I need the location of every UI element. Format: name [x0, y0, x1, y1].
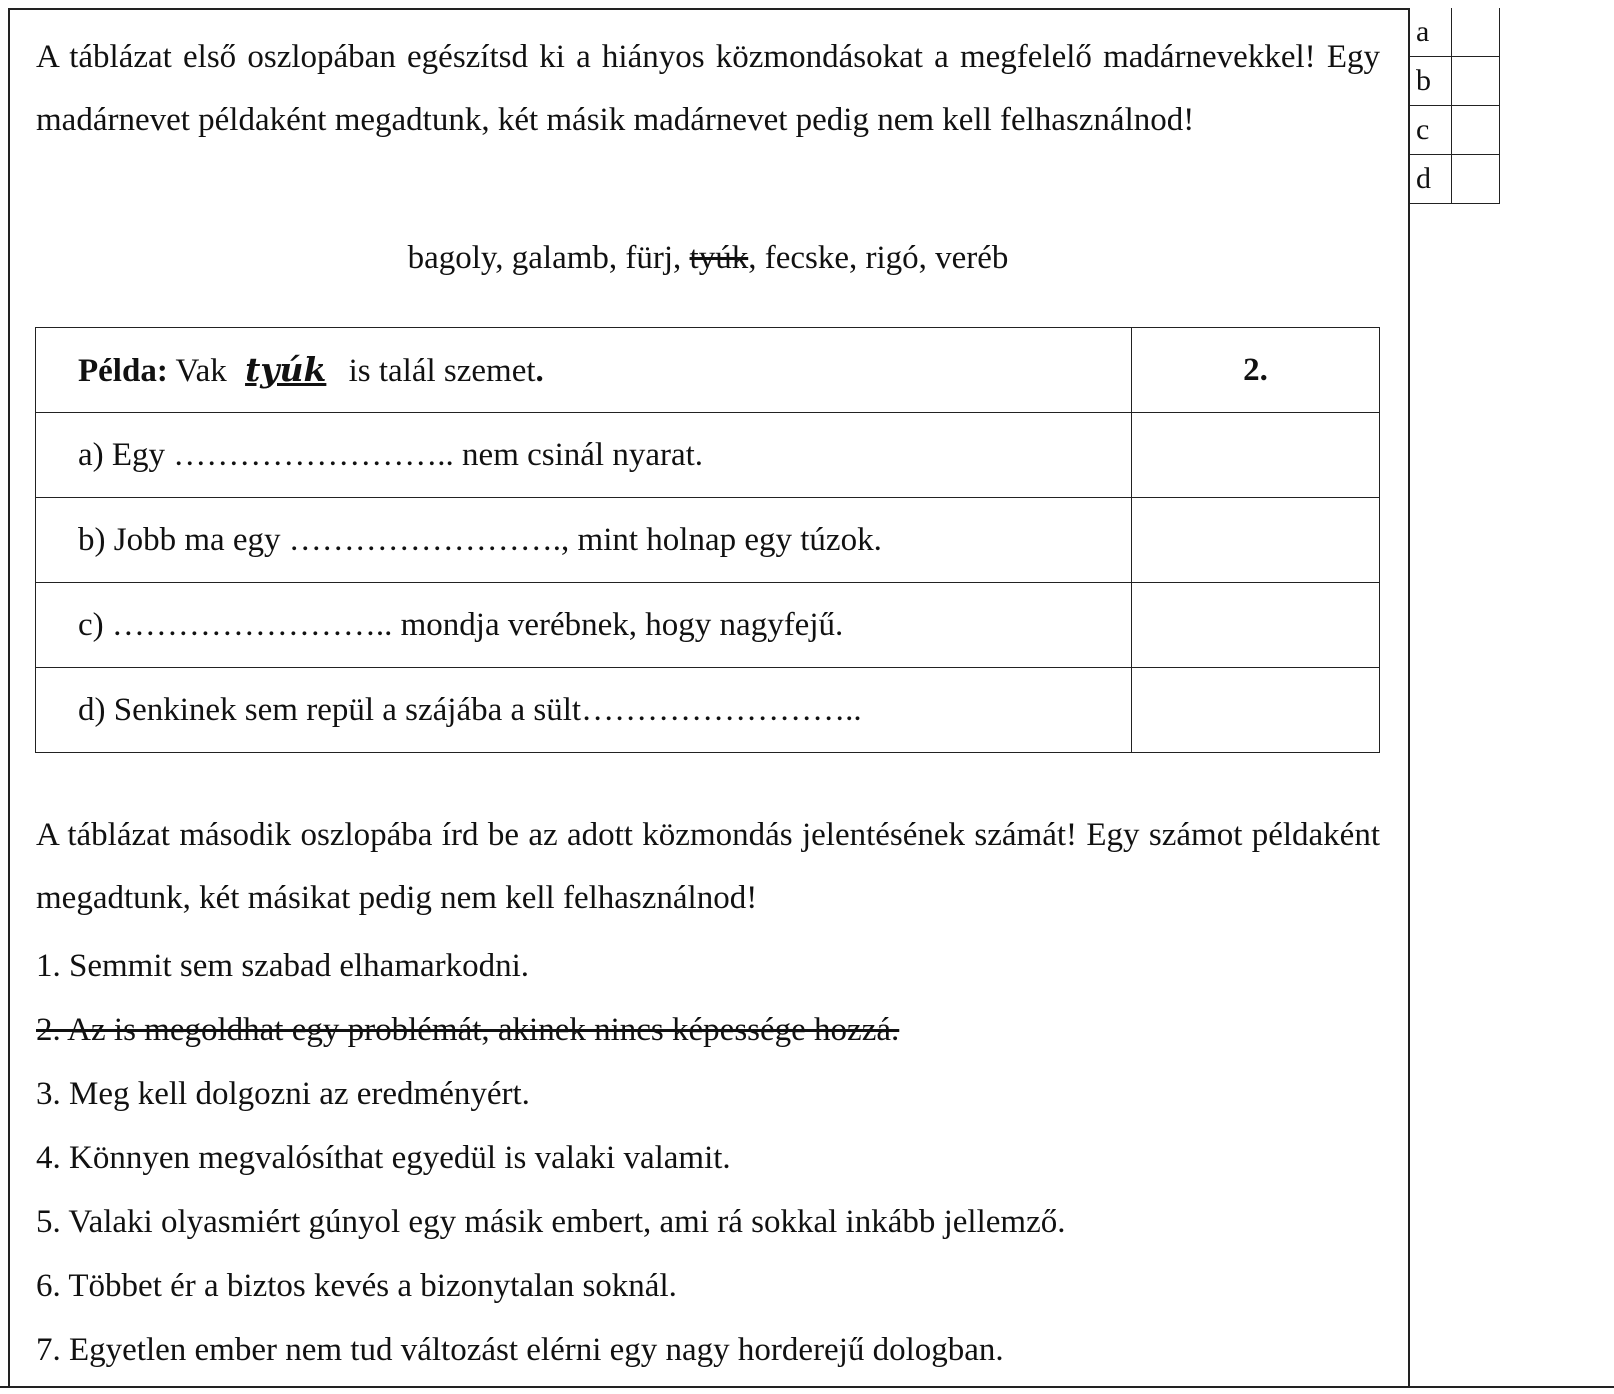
- word-bank: [36, 240, 1380, 277]
- score-label-d: d: [1410, 155, 1451, 204]
- meaning-item-1: 1. Semmit sem szabad elhamarkodni.: [36, 948, 530, 984]
- proverb-table: [35, 327, 1380, 753]
- proverb-row-b: [36, 498, 1380, 583]
- word-bank-struck: tyúk: [689, 240, 749, 276]
- meaning-item-6: 6. Többet ér a biztos kevés a bizonytalan soknál.: [36, 1268, 677, 1304]
- example-number: 2.: [1132, 328, 1380, 413]
- example-label: Példa:: [78, 353, 168, 389]
- meaning-list: [36, 946, 1065, 1394]
- example-end: .: [535, 353, 544, 389]
- score-box: [1410, 8, 1500, 204]
- score-cell-a[interactable]: [1451, 8, 1499, 57]
- score-cell-c[interactable]: [1451, 106, 1499, 155]
- answer-cell-d[interactable]: [1132, 668, 1380, 753]
- proverb-c: c) …………………….. mondja verébnek, hogy nagyfejű.: [36, 583, 1132, 668]
- score-label-a: a: [1410, 8, 1451, 57]
- proverb-row-c: [36, 583, 1380, 668]
- meaning-item-3: 3. Meg kell dolgozni az eredményért.: [36, 1076, 530, 1112]
- meaning-item-2-struck: 2. Az is megoldhat egy problémát, akinek nincs képessége hozzá.: [36, 1012, 900, 1048]
- word-bank-before: bagoly, galamb, fürj,: [407, 240, 690, 276]
- proverb-row-a: [36, 413, 1380, 498]
- meaning-item-7: 7. Egyetlen ember nem tud változást elérni egy nagy horderejű dologban.: [36, 1332, 1004, 1368]
- example-after: is talál szemet: [340, 353, 536, 389]
- score-cell-b[interactable]: [1451, 57, 1499, 106]
- answer-cell-c[interactable]: [1132, 583, 1380, 668]
- word-bank-after: , fecske, rigó, veréb: [748, 240, 1009, 276]
- score-label-c: c: [1410, 106, 1451, 155]
- proverb-row-d: [36, 668, 1380, 753]
- example-before: Vak: [167, 353, 236, 389]
- example-row: [36, 328, 1380, 413]
- proverb-b: b) Jobb ma egy ……………………., mint holnap egy túzok.: [36, 498, 1132, 583]
- proverb-a: a) Egy …………………….. nem csinál nyarat.: [36, 413, 1132, 498]
- instruction-part1: A táblázat első oszlopában egészítsd ki a hiányos közmondásokat a megfelelő madárnevekkel! Egy madárnevet példaként megadtunk, két másik madárnevet pedig nem kell felhasználnod!: [36, 39, 1380, 138]
- meaning-item-5: 5. Valaki olyasmiért gúnyol egy másik embert, ami rá sokkal inkább jellemző.: [36, 1204, 1066, 1240]
- score-cell-d[interactable]: [1451, 155, 1499, 204]
- proverb-d: d) Senkinek sem repül a szájába a sült……………………..: [36, 668, 1132, 753]
- score-label-b: b: [1410, 57, 1451, 106]
- meaning-item-4: 4. Könnyen megvalósíthat egyedül is valaki valamit.: [36, 1140, 731, 1176]
- answer-cell-b[interactable]: [1132, 498, 1380, 583]
- example-cell: [36, 328, 1132, 413]
- answer-cell-a[interactable]: [1132, 413, 1380, 498]
- instruction-part2: A táblázat második oszlopába írd be az adott közmondás jelentésének számát! Egy számot példaként megadtunk, két másikat pedig nem kell felhasználnod!: [36, 817, 1380, 916]
- example-answer: tyúk: [245, 350, 327, 389]
